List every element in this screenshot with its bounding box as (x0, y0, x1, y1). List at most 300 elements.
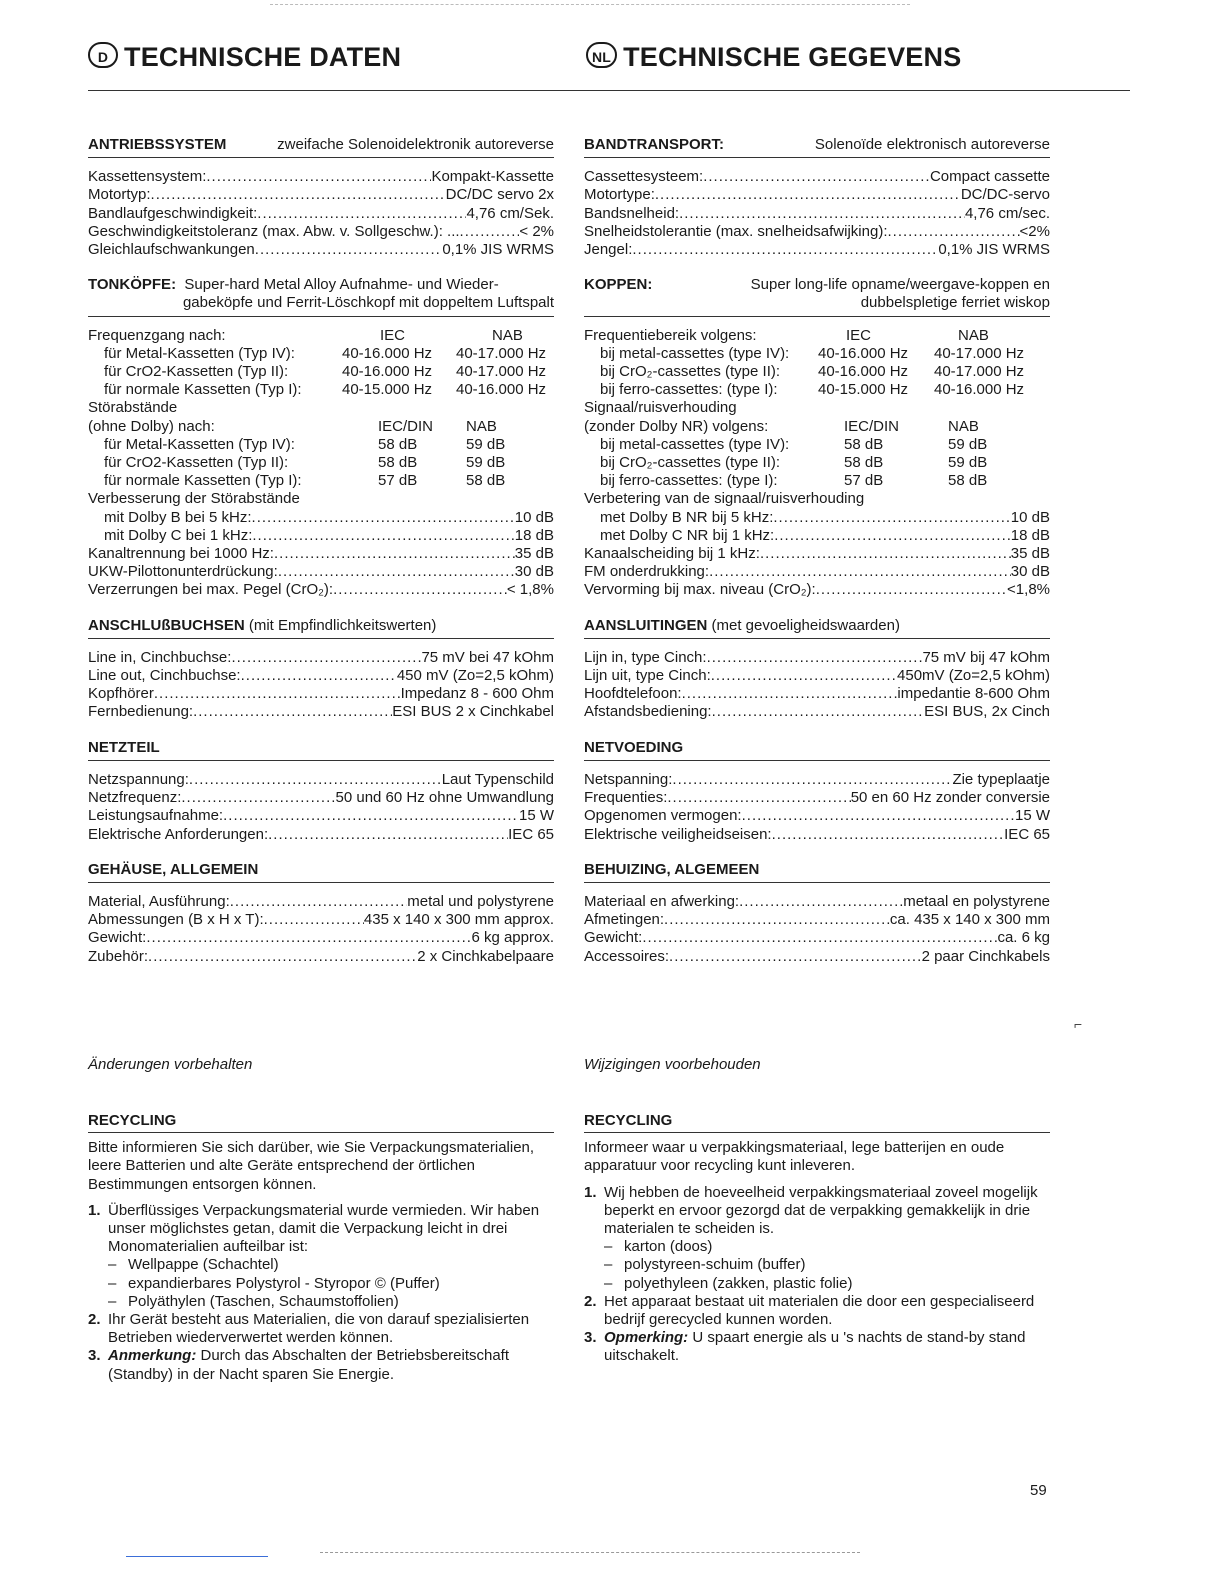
spec-label: Opgenomen vermogen: (584, 807, 742, 825)
table-cell: bij CrO₂-cassettes (type II): (600, 363, 781, 381)
spec-row (88, 241, 554, 259)
spec-label: Line out, Cinchbuchse: (88, 667, 241, 685)
section-header (88, 136, 554, 158)
spec-label: Motortyp: (88, 186, 151, 204)
section-title: ANSCHLUßBUCHSEN (88, 616, 245, 634)
title-german-text: TECHNISCHE DATEN (124, 42, 402, 72)
spec-row (584, 168, 1050, 186)
list-item: – expandierbares Polystyrol - Styropor © (Puffer) (108, 1275, 554, 1293)
recycling-intro: Informeer waar u verpakkingsmateriaal, lege batterijen en oude apparatuur voor recycling kunt inleveren. (584, 1139, 1005, 1175)
dot-leader (760, 545, 1011, 563)
spec-row (584, 685, 1050, 703)
title-dutch-text: TECHNISCHE GEGEVENS (623, 42, 962, 72)
spec-row (584, 826, 1050, 844)
list-item: – polystyreen-schuim (buffer) (604, 1256, 1050, 1274)
snr-label: Signaal/ruisverhouding (584, 399, 737, 417)
spec-label: Kopfhörer (88, 685, 154, 703)
table-cell: 57 dB (378, 472, 418, 490)
freq-header: Frequenzgang nach: IEC NAB (88, 326, 523, 344)
section-desc: (met gevoeligheidswaarden) (711, 616, 900, 634)
section-header (584, 739, 1050, 761)
spec-value: 15 W (518, 807, 554, 825)
section-desc: zweifache Solenoidelektronik autoreverse (277, 136, 554, 153)
spec-value: Laut Typenschild (441, 770, 554, 788)
section-desc-line1: Super long-life opname/weergave-koppen en (750, 276, 1050, 294)
recycling-item-3: 3. Opmerking: U spaart energie als u 's nachts de stand-by stand uitschakelt. (584, 1329, 1026, 1365)
dot-leader (679, 205, 965, 223)
freq-rows (88, 345, 554, 400)
spec-value: < 2% (519, 222, 554, 240)
dot-leader (632, 241, 938, 259)
spec-column-dutch (584, 136, 1050, 966)
spec-value: 18 dB (1010, 526, 1050, 544)
spec-label: Afmetingen: (584, 911, 665, 929)
snr-misc-rows (584, 545, 1050, 600)
spec-row (88, 703, 554, 721)
recycling-sublist (108, 1256, 554, 1311)
spec-value: DC/DC-servo (960, 186, 1050, 204)
table-row (584, 472, 1050, 490)
spec-label: Elektrische veiligheidseisen: (584, 825, 772, 843)
section-header (584, 276, 1050, 316)
spec-row (88, 649, 554, 667)
table-cell: für CrO2-Kassetten (Typ II): (104, 454, 289, 472)
table-cell: 40-17.000 Hz (456, 363, 547, 381)
spec-label: Netspanning: (584, 770, 673, 788)
recycling-item-3: 3. Anmerkung: Durch das Abschalten der Betriebsbereitschaft (Standby) in der Nacht sparen Sie Energie. (88, 1347, 510, 1383)
spec-value: 75 mV bij 47 kOhm (922, 648, 1050, 666)
section-header (584, 617, 1050, 639)
spec-value: 18 dB (514, 526, 554, 544)
title-german (88, 42, 401, 73)
language-badge-nl: NL (586, 42, 617, 68)
spec-label: Afstandsbediening: (584, 703, 712, 721)
spec-label: met Dolby C NR bij 1 kHz: (600, 526, 775, 544)
recycling-intro: Bitte informieren Sie sich darüber, wie Sie Verpackungsmaterialien, leere Batterien und alte Geräte entsprechend der örtlichen Bestimmungen entsorgen können. (88, 1139, 535, 1193)
spec-row (584, 545, 1050, 563)
table-cell: für CrO2-Kassetten (Typ II): (104, 363, 289, 381)
dot-leader (772, 826, 1005, 844)
dot-leader (268, 826, 508, 844)
table-cell: 40-16.000 Hz (342, 363, 433, 381)
table-cell: bij metal-cassettes (type IV): (600, 344, 790, 362)
spec-value: 4,76 cm/sec. (964, 204, 1050, 222)
spec-row (584, 948, 1050, 966)
dot-leader (707, 649, 923, 667)
spec-row (88, 545, 554, 563)
spec-column-german (88, 136, 554, 966)
dot-leader (888, 223, 1020, 241)
section-title: GEHÄUSE, ALLGEMEIN (88, 860, 259, 878)
spec-row (88, 563, 554, 581)
spec-value: 35 dB (514, 545, 554, 563)
spec-value: IEC 65 (508, 825, 554, 843)
scan-artifact-bottom (320, 1552, 860, 1553)
spec-label: Fernbedienung: (88, 703, 194, 721)
spec-value: Compact cassette (929, 168, 1050, 186)
spec-label: Lijn uit, type Cinch: (584, 667, 711, 685)
spec-label: Abmessungen (B x H x T): (88, 911, 264, 929)
recycling-item-1: 1. Überflüssiges Verpackungsmaterial wurde vermieden. Wir haben unser möglichstes getan, damit die Verpackung leicht in drei Monomaterialien aufteilbar ist: – Wellpappe (Schachtel) – expandierbares Polystyrol - Styropor © (Puffer) – Polyäthylen (Taschen, Schaumstoffolien) (88, 1202, 554, 1311)
spec-value: ca. 435 x 140 x 300 mm (889, 911, 1050, 929)
section-title: NETZTEIL (88, 738, 160, 756)
dot-leader (460, 223, 520, 241)
spec-row (104, 509, 554, 527)
spec-row (88, 929, 554, 947)
dot-leader (682, 685, 898, 703)
spec-rows (88, 649, 554, 722)
section-drive (584, 136, 1050, 259)
section-header (88, 276, 554, 316)
table-cell: 40-16.000 Hz (818, 344, 909, 362)
table-cell: 40-17.000 Hz (456, 344, 547, 362)
spec-label: Netzfrequenz: (88, 789, 182, 807)
dot-leader (655, 186, 961, 204)
snr-misc-rows (88, 545, 554, 600)
spec-row (584, 241, 1050, 259)
spec-value: ESI BUS 2 x Cinchkabel (392, 703, 554, 721)
spec-value: <2% (1019, 222, 1050, 240)
spec-label: mit Dolby B bei 5 kHz: (104, 508, 252, 526)
dot-leader (264, 911, 364, 929)
spec-value: 0,1% JIS WRMS (938, 241, 1050, 259)
spec-row (584, 929, 1050, 947)
spec-value: impedantie 8-600 Ohm (897, 685, 1050, 703)
recycling-dutch (584, 1112, 1050, 1366)
title-dutch (586, 42, 961, 73)
spec-label: Bandlaufgeschwindigkeit: (88, 204, 258, 222)
dot-leader (278, 563, 515, 581)
table-cell: 58 dB (378, 454, 418, 472)
spec-label: Frequenties: (584, 789, 668, 807)
recycling-item-1: 1. Wij hebben de hoeveelheid verpakkingsmateriaal zoveel mogelijk beperkt en ervoor gezorgd dat de verpakking gemakkelijk in drie materialen te scheiden is. – karton (doos) – polystyreen-schuim (buffer) – polyethyleen (zakken, plastic folie) (584, 1184, 1050, 1293)
spec-label: Gleichlaufschwankungen (88, 241, 255, 259)
dot-leader (664, 911, 890, 929)
spec-label: Hoofdtelefoon: (584, 685, 682, 703)
spec-value: DC/DC servo 2x (445, 186, 554, 204)
spec-label: Line in, Cinchbuchse: (88, 648, 232, 666)
dot-leader (154, 685, 401, 703)
spec-row (88, 667, 554, 685)
section-desc-line1: Super-hard Metal Alloy Aufnahme- und Wieder- (184, 276, 499, 294)
spec-label: Geschwindigkeitstoleranz (max. Abw. v. Sollgeschw.): ... (88, 222, 460, 240)
spec-label: Material, Ausführung: (88, 892, 230, 910)
spec-label: Jengel: (584, 241, 633, 259)
section-title: KOPPEN: (584, 276, 653, 294)
spec-value: 435 x 140 x 300 mm approx. (363, 911, 554, 929)
table-cell: bij ferro-cassettes: (type I): (600, 472, 778, 490)
spec-label: Motortype: (584, 186, 655, 204)
section-connections (584, 617, 1050, 722)
dot-leader (669, 948, 922, 966)
freq-header: Frequentiebereik volgens: IEC NAB (584, 326, 989, 344)
snr-improve-rows (88, 509, 554, 545)
spec-row (584, 667, 1050, 685)
table-cell: 59 dB (466, 435, 506, 453)
spec-row (584, 893, 1050, 911)
spec-rows (584, 771, 1050, 844)
dot-leader (252, 527, 514, 545)
spec-row (600, 527, 1050, 545)
list-item: – polyethyleen (zakken, plastic folie) (604, 1275, 1050, 1293)
spec-row (88, 911, 554, 929)
spec-value: 10 dB (514, 508, 554, 526)
spec-value: 75 mV bei 47 kOhm (421, 648, 554, 666)
dot-leader (223, 807, 519, 825)
list-item: – Wellpappe (Schachtel) (108, 1256, 554, 1274)
spec-row (88, 186, 554, 204)
table-cell: 40-16.000 Hz (342, 344, 433, 362)
spec-rows (584, 893, 1050, 966)
spec-label: Leistungsaufnahme: (88, 807, 224, 825)
spec-label: Bandsnelheid: (584, 204, 680, 222)
snr-rows (88, 436, 554, 491)
table-cell: 57 dB (844, 472, 884, 490)
dot-leader (709, 563, 1011, 581)
section-title: ANTRIEBSSYSTEM (88, 136, 227, 153)
spec-row (584, 771, 1050, 789)
table-row (88, 345, 554, 363)
table-row (584, 454, 1050, 472)
section-desc-line2: dubbelspletige ferriet wiskop (860, 294, 1050, 312)
spec-value: <1,8% (1007, 581, 1050, 599)
spec-rows (584, 168, 1050, 259)
snr-improve-label: Verbetering van de signaal/ruisverhouding (584, 490, 865, 508)
spec-row (584, 581, 1050, 599)
spec-row (88, 826, 554, 844)
section-housing (88, 861, 554, 966)
section-header (88, 739, 554, 761)
page-number: 59 (1030, 1482, 1047, 1499)
table-row (584, 345, 1050, 363)
scan-artifact-top (270, 4, 910, 5)
section-power (584, 739, 1050, 844)
spec-label: Snelheidstolerantie (max. snelheidsafwijking): (584, 222, 888, 240)
spec-value: 15 W (1014, 807, 1050, 825)
recycling-title: RECYCLING (584, 1112, 1050, 1133)
recycling-item-2: 2. Het apparaat bestaat uit materialen die door een gespecialiseerd bedrijf gerecycled kunnen worden. (584, 1292, 1035, 1329)
snr-header: (zonder Dolby NR) volgens: IEC/DIN NAB (584, 417, 979, 435)
spec-value: 2 x Cinchkabelpaare (417, 947, 554, 965)
language-badge-de: D (88, 42, 118, 68)
section-heads (88, 276, 554, 599)
section-header (88, 617, 554, 639)
table-cell: für Metal-Kassetten (Typ IV): (104, 435, 295, 453)
spec-row (584, 649, 1050, 667)
spec-label: Materiaal en afwerking: (584, 892, 740, 910)
section-drive (88, 136, 554, 259)
spec-row (88, 581, 554, 599)
dot-leader (181, 789, 335, 807)
spec-value: 50 en 60 Hz zonder conversie (850, 789, 1050, 807)
table-cell: 59 dB (466, 454, 506, 472)
recycling-german (88, 1112, 554, 1384)
spec-value: 10 dB (1010, 508, 1050, 526)
table-row (88, 436, 554, 454)
spec-row (88, 685, 554, 703)
dot-leader (252, 509, 515, 527)
scan-artifact-blue-line (126, 1556, 268, 1557)
spec-label: mit Dolby C bei 1 kHz: (104, 526, 253, 544)
dot-leader (642, 929, 997, 947)
spec-value: Zie typeplaatje (952, 770, 1050, 788)
spec-row (600, 509, 1050, 527)
spec-value: 4,76 cm/Sek. (466, 204, 554, 222)
recycling-sublist (604, 1238, 1050, 1293)
snr-rows (584, 436, 1050, 491)
dot-leader (241, 667, 397, 685)
dot-leader (146, 929, 471, 947)
scan-mark: ⌐ (1074, 1016, 1083, 1032)
spec-label: Accessoires: (584, 947, 670, 965)
dot-leader (255, 241, 443, 259)
spec-row (88, 893, 554, 911)
recycling-item-2: 2. Ihr Gerät besteht aus Materialien, die von darauf spezialisierten Betrieben wiederverwertet werden können. (88, 1311, 530, 1347)
dot-leader (148, 948, 417, 966)
spec-label: Kassettensystem: (88, 168, 207, 186)
spec-label: Vervorming bij max. niveau (CrO₂): (584, 581, 816, 599)
changes-note-german: Änderungen vorbehalten (88, 1056, 253, 1073)
spec-value: 30 dB (1010, 563, 1050, 581)
table-cell: 59 dB (948, 435, 988, 453)
section-header (88, 861, 554, 883)
dot-leader (151, 186, 446, 204)
section-title: AANSLUITINGEN (584, 616, 708, 634)
spec-row (88, 948, 554, 966)
table-cell: 58 dB (844, 435, 884, 453)
section-desc-line2: gabeköpfe und Ferrit-Löschkopf mit doppeltem Luftspalt (182, 294, 554, 312)
spec-row (88, 807, 554, 825)
table-cell: 58 dB (378, 435, 418, 453)
section-power (88, 739, 554, 844)
spec-label: Kanaltrennung bei 1000 Hz: (88, 545, 274, 563)
spec-value: 450mV (Zo=2,5 kOhm) (897, 667, 1050, 685)
spec-value: 450 mV (Zo=2,5 kOhm) (396, 667, 554, 685)
snr-label: Störabstände (88, 399, 178, 417)
table-row (584, 381, 1050, 399)
spec-value: ca. 6 kg (997, 929, 1050, 947)
table-cell: für normale Kassetten (Typ I): (104, 381, 302, 399)
section-desc: Solenoïde elektronisch autoreverse (814, 136, 1050, 153)
dot-leader (230, 893, 408, 911)
snr-improve-rows (584, 509, 1050, 545)
spec-row (88, 771, 554, 789)
spec-label: Zubehör: (88, 947, 149, 965)
table-cell: 58 dB (844, 454, 884, 472)
spec-value: ESI BUS, 2x Cinch (924, 703, 1050, 721)
spec-value: Kompakt-Kassette (431, 168, 554, 186)
spec-value: IEC 65 (1004, 825, 1050, 843)
dot-leader (712, 703, 925, 721)
section-title: NETVOEDING (584, 738, 684, 756)
section-heads (584, 276, 1050, 599)
spec-value: 50 und 60 Hz ohne Umwandlung (335, 789, 554, 807)
section-header (584, 136, 1050, 158)
spec-row (104, 527, 554, 545)
dot-leader (816, 581, 1007, 599)
spec-row (88, 223, 554, 241)
spec-label: Netzspannung: (88, 770, 189, 788)
dot-leader (742, 807, 1015, 825)
spec-label: Elektrische Anforderungen: (88, 825, 269, 843)
spec-row (584, 911, 1050, 929)
changes-note-dutch: Wijzigingen voorbehouden (584, 1056, 761, 1073)
spec-label: Cassettesysteem: (584, 168, 704, 186)
spec-label: Lijn in, type Cinch: (584, 648, 707, 666)
spec-row (88, 789, 554, 807)
spec-label: Gewicht: (584, 929, 643, 947)
dot-leader (672, 771, 952, 789)
table-cell: 40-16.000 Hz (818, 363, 909, 381)
spec-value: 35 dB (1010, 545, 1050, 563)
spec-row (584, 703, 1050, 721)
spec-row (584, 789, 1050, 807)
spec-row (88, 205, 554, 223)
table-row (584, 436, 1050, 454)
spec-row (584, 205, 1050, 223)
table-cell: 40-15.000 Hz (342, 381, 433, 399)
spec-label: Verzerrungen bei max. Pegel (CrO₂): (88, 581, 334, 599)
section-housing (584, 861, 1050, 966)
section-title: BANDTRANSPORT: (584, 136, 724, 153)
dot-leader (773, 509, 1010, 527)
spec-label: Kanaalscheiding bij 1 kHz: (584, 545, 760, 563)
dot-leader (193, 703, 392, 721)
table-cell: bij CrO₂-cassettes (type II): (600, 454, 781, 472)
spec-value: 0,1% JIS WRMS (442, 241, 554, 259)
recycling-title: RECYCLING (88, 1112, 554, 1133)
table-cell: bij metal-cassettes (type IV): (600, 435, 790, 453)
spec-value: 6 kg approx. (471, 929, 554, 947)
dot-leader (231, 649, 421, 667)
dot-leader (189, 771, 442, 789)
section-title: TONKÖPFE: (88, 276, 177, 294)
spec-value: metaal en polystyrene (903, 892, 1050, 910)
dot-leader (711, 667, 897, 685)
spec-value: 30 dB (514, 563, 554, 581)
table-row (88, 363, 554, 381)
spec-label: FM onderdrukking: (584, 563, 710, 581)
section-connections (88, 617, 554, 722)
table-cell: 40-17.000 Hz (934, 363, 1025, 381)
spec-label: met Dolby B NR bij 5 kHz: (600, 508, 774, 526)
dot-leader (257, 205, 466, 223)
spec-label: UKW-Pilottonunterdrückung: (88, 563, 278, 581)
snr-improve-label: Verbesserung der Störabstände (88, 490, 300, 508)
table-cell: 58 dB (948, 472, 988, 490)
title-rule (88, 90, 1130, 91)
spec-row (584, 563, 1050, 581)
spec-label: Gewicht: (88, 929, 147, 947)
table-cell: 40-16.000 Hz (456, 381, 547, 399)
spec-rows (88, 893, 554, 966)
dot-leader (333, 581, 507, 599)
dot-leader (274, 545, 515, 563)
dot-leader (703, 168, 930, 186)
section-header (584, 861, 1050, 883)
spec-rows (88, 168, 554, 259)
snr-header: (ohne Dolby) nach: IEC/DIN NAB (88, 417, 497, 435)
dot-leader (774, 527, 1011, 545)
spec-rows (88, 771, 554, 844)
table-cell: 40-17.000 Hz (934, 344, 1025, 362)
spec-row (584, 807, 1050, 825)
spec-row (88, 168, 554, 186)
table-cell: für Metal-Kassetten (Typ IV): (104, 344, 295, 362)
section-desc: (mit Empfindlichkeitswerten) (248, 616, 437, 634)
list-item: – Polyäthylen (Taschen, Schaumstoffolien) (108, 1293, 554, 1311)
table-cell: 58 dB (466, 472, 506, 490)
